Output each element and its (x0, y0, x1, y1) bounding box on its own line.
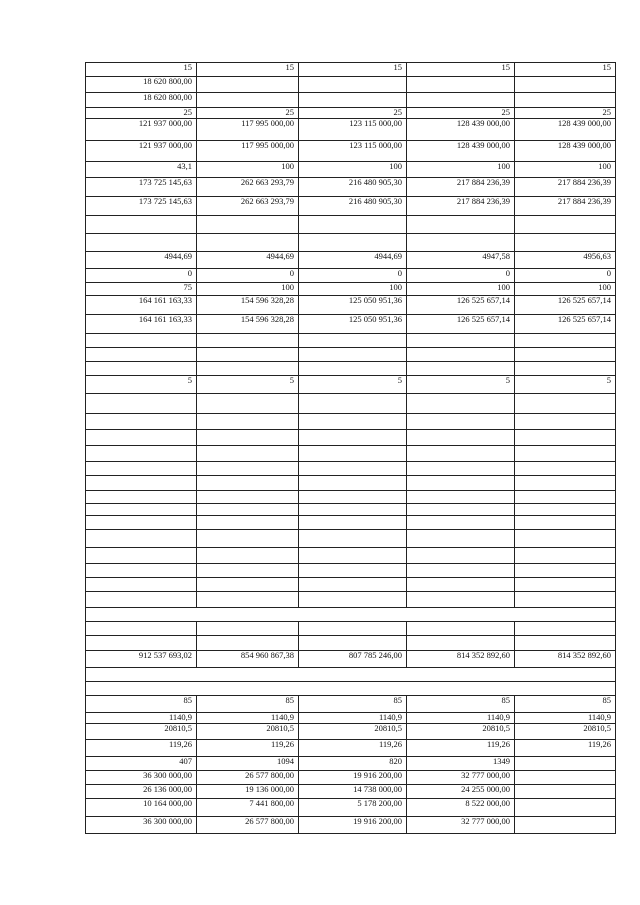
table-cell: 7 441 800,00 (197, 799, 299, 817)
table-cell: 100 (407, 283, 515, 296)
table-cell: 814 352 892,60 (515, 651, 616, 668)
table-row (86, 296, 616, 315)
table-cell (515, 394, 616, 414)
table-cell (407, 446, 515, 462)
table-cell (407, 491, 515, 504)
table-cell (197, 394, 299, 414)
table-cell (299, 446, 407, 462)
table-row (86, 757, 616, 771)
table-cell: 216 480 905,30 (299, 197, 407, 216)
table-cell: 164 161 163,33 (86, 296, 197, 315)
table-cell: 4944,69 (197, 252, 299, 269)
table-cell: 36 300 000,00 (86, 817, 197, 834)
table-cell: 1140,9 (407, 713, 515, 724)
table-cell (86, 636, 197, 651)
table-cell (197, 77, 299, 93)
table-row (86, 592, 616, 608)
table-cell (299, 622, 407, 636)
table-cell (197, 334, 299, 348)
table-cell: 854 960 867,38 (197, 651, 299, 668)
table-row (86, 608, 616, 622)
table-row (86, 548, 616, 564)
table-cell: 0 (515, 269, 616, 283)
table-cell (407, 216, 515, 234)
table-spanning-cell (86, 608, 616, 622)
table-cell: 100 (299, 283, 407, 296)
table-cell (86, 476, 197, 491)
table-row (86, 799, 616, 817)
table-cell (407, 394, 515, 414)
table-cell: 4944,69 (299, 252, 407, 269)
table-cell (299, 516, 407, 530)
table-cell (515, 622, 616, 636)
table-row (86, 516, 616, 530)
table-cell: 217 884 236,39 (515, 178, 616, 197)
table-row (86, 376, 616, 394)
table-cell: 24 255 000,00 (407, 785, 515, 799)
table-cell: 5 (197, 376, 299, 394)
table-cell: 126 525 657,14 (407, 315, 515, 334)
table-cell (86, 530, 197, 548)
table-cell: 32 777 000,00 (407, 817, 515, 834)
table-cell: 1140,9 (515, 713, 616, 724)
table-cell: 128 439 000,00 (515, 119, 616, 141)
table-cell: 119,26 (86, 740, 197, 757)
table-row (86, 740, 616, 757)
table-cell (299, 234, 407, 252)
table-cell: 154 596 328,28 (197, 315, 299, 334)
table-cell (407, 462, 515, 476)
table-cell: 26 577 800,00 (197, 817, 299, 834)
table-cell (515, 77, 616, 93)
table-cell (86, 334, 197, 348)
table-cell (299, 348, 407, 362)
table-row (86, 696, 616, 713)
table-cell (197, 491, 299, 504)
table-cell: 5 178 200,00 (299, 799, 407, 817)
table-row (86, 636, 616, 651)
table-cell: 0 (197, 269, 299, 283)
table-row (86, 252, 616, 269)
table-cell (197, 216, 299, 234)
table-cell (407, 578, 515, 592)
table-cell: 1140,9 (299, 713, 407, 724)
table-cell: 126 525 657,14 (407, 296, 515, 315)
table-cell (197, 234, 299, 252)
table-cell (515, 771, 616, 785)
table-row (86, 141, 616, 162)
table-cell: 216 480 905,30 (299, 178, 407, 197)
table-cell: 25 (86, 108, 197, 119)
table-cell (407, 622, 515, 636)
table-cell (197, 93, 299, 108)
table-cell: 15 (197, 63, 299, 77)
table-cell: 25 (197, 108, 299, 119)
table-cell: 154 596 328,28 (197, 296, 299, 315)
table-cell: 128 439 000,00 (407, 119, 515, 141)
table-cell (515, 548, 616, 564)
table-cell: 0 (407, 269, 515, 283)
table-cell (299, 592, 407, 608)
table-cell (299, 548, 407, 564)
table-cell: 217 884 236,39 (515, 197, 616, 216)
table-cell: 125 050 951,36 (299, 315, 407, 334)
table-row (86, 269, 616, 283)
table-row (86, 564, 616, 578)
table-row (86, 234, 616, 252)
table-spanning-cell (86, 682, 616, 696)
table-cell: 262 663 293,79 (197, 197, 299, 216)
table-cell: 19 916 200,00 (299, 817, 407, 834)
table-cell (299, 216, 407, 234)
table-cell (515, 234, 616, 252)
table-cell: 121 937 000,00 (86, 141, 197, 162)
table-cell: 128 439 000,00 (515, 141, 616, 162)
table-cell: 5 (515, 376, 616, 394)
table-cell: 100 (299, 162, 407, 178)
table-cell: 15 (515, 63, 616, 77)
table-cell (515, 516, 616, 530)
table-cell (299, 414, 407, 430)
table-cell (86, 516, 197, 530)
table-cell: 119,26 (407, 740, 515, 757)
table-cell: 123 115 000,00 (299, 141, 407, 162)
table-cell (515, 216, 616, 234)
table-row (86, 682, 616, 696)
table-cell (86, 491, 197, 504)
table-cell (197, 504, 299, 516)
table-cell: 32 777 000,00 (407, 771, 515, 785)
table-cell: 15 (86, 63, 197, 77)
table-cell (515, 530, 616, 548)
table-row (86, 668, 616, 682)
table-cell (86, 592, 197, 608)
table-cell (197, 362, 299, 376)
table-cell: 100 (197, 283, 299, 296)
table-cell (86, 504, 197, 516)
table-cell (197, 622, 299, 636)
table-cell (197, 446, 299, 462)
table-row (86, 504, 616, 516)
table-row (86, 348, 616, 362)
table-cell (407, 636, 515, 651)
table-cell: 19 136 000,00 (197, 785, 299, 799)
table-cell (515, 564, 616, 578)
table-cell: 173 725 145,63 (86, 178, 197, 197)
table-cell (299, 504, 407, 516)
table-row (86, 446, 616, 462)
table-cell (197, 564, 299, 578)
table-cell: 5 (407, 376, 515, 394)
table-cell (299, 462, 407, 476)
table-cell (407, 334, 515, 348)
table-cell: 0 (86, 269, 197, 283)
table-cell: 807 785 246,00 (299, 651, 407, 668)
table-cell (299, 430, 407, 446)
table-cell (515, 430, 616, 446)
table-cell: 217 884 236,39 (407, 197, 515, 216)
table-cell (197, 348, 299, 362)
table-cell (407, 504, 515, 516)
table-row (86, 414, 616, 430)
table-cell (299, 362, 407, 376)
table-cell: 85 (86, 696, 197, 713)
table-cell: 125 050 951,36 (299, 296, 407, 315)
table-row (86, 817, 616, 834)
table-row (86, 651, 616, 668)
table-cell: 117 995 000,00 (197, 141, 299, 162)
table-row (86, 462, 616, 476)
table-cell: 126 525 657,14 (515, 296, 616, 315)
table-cell (407, 362, 515, 376)
table-row (86, 491, 616, 504)
table-cell (515, 504, 616, 516)
table-cell (515, 476, 616, 491)
table-cell: 20810,5 (86, 724, 197, 740)
table-cell: 100 (197, 162, 299, 178)
table-cell (515, 799, 616, 817)
table-cell (515, 93, 616, 108)
table-cell: 217 884 236,39 (407, 178, 515, 197)
table-cell (86, 362, 197, 376)
table-cell (197, 578, 299, 592)
table-cell: 126 525 657,14 (515, 315, 616, 334)
table-cell: 20810,5 (197, 724, 299, 740)
table-cell: 25 (515, 108, 616, 119)
table-row (86, 771, 616, 785)
table-cell: 25 (407, 108, 515, 119)
table-cell: 119,26 (299, 740, 407, 757)
table-cell: 100 (407, 162, 515, 178)
table-cell: 20810,5 (299, 724, 407, 740)
table-cell: 1140,9 (197, 713, 299, 724)
table-cell (299, 476, 407, 491)
table-cell (86, 430, 197, 446)
table-cell (197, 516, 299, 530)
table-cell: 25 (299, 108, 407, 119)
table-cell (515, 757, 616, 771)
data-table (85, 62, 616, 834)
table-cell (515, 414, 616, 430)
table-cell (197, 548, 299, 564)
table-cell: 14 738 000,00 (299, 785, 407, 799)
table-cell: 8 522 000,00 (407, 799, 515, 817)
table-cell: 18 620 800,00 (86, 77, 197, 93)
table-cell (299, 77, 407, 93)
table-row (86, 315, 616, 334)
table-cell: 100 (515, 283, 616, 296)
table-cell: 43,1 (86, 162, 197, 178)
table-cell (515, 348, 616, 362)
table-cell: 820 (299, 757, 407, 771)
table-row (86, 197, 616, 216)
table-cell (407, 77, 515, 93)
table-cell: 814 352 892,60 (407, 651, 515, 668)
table-cell: 123 115 000,00 (299, 119, 407, 141)
table-cell (407, 564, 515, 578)
table-cell: 75 (86, 283, 197, 296)
table-cell: 15 (407, 63, 515, 77)
table-cell (86, 578, 197, 592)
table-row (86, 63, 616, 77)
table-row (86, 622, 616, 636)
table-cell: 19 916 200,00 (299, 771, 407, 785)
table-cell: 117 995 000,00 (197, 119, 299, 141)
table-cell (299, 564, 407, 578)
table-cell: 15 (299, 63, 407, 77)
table-cell (407, 93, 515, 108)
table-cell: 85 (407, 696, 515, 713)
table-cell (86, 234, 197, 252)
table-row (86, 216, 616, 234)
table-row (86, 713, 616, 724)
table-cell: 10 164 000,00 (86, 799, 197, 817)
table-cell: 4956,63 (515, 252, 616, 269)
table-cell (515, 491, 616, 504)
table-cell: 5 (86, 376, 197, 394)
table-row (86, 162, 616, 178)
table-cell: 0 (299, 269, 407, 283)
table-row (86, 283, 616, 296)
table-cell (299, 636, 407, 651)
table-cell: 26 136 000,00 (86, 785, 197, 799)
table-cell (407, 476, 515, 491)
table-cell (515, 446, 616, 462)
table-cell: 85 (299, 696, 407, 713)
table-cell (299, 578, 407, 592)
table-cell (86, 548, 197, 564)
table-cell (197, 476, 299, 491)
table-row (86, 785, 616, 799)
table-cell (407, 414, 515, 430)
table-row (86, 108, 616, 119)
table-cell (86, 446, 197, 462)
table-body (86, 63, 616, 834)
table-cell (197, 530, 299, 548)
table-cell: 100 (515, 162, 616, 178)
table-cell (86, 564, 197, 578)
table-cell: 262 663 293,79 (197, 178, 299, 197)
table-cell: 36 300 000,00 (86, 771, 197, 785)
table-cell: 20810,5 (515, 724, 616, 740)
table-cell (407, 430, 515, 446)
table-cell (86, 414, 197, 430)
table-row (86, 394, 616, 414)
table-spanning-cell (86, 668, 616, 682)
table-cell: 121 937 000,00 (86, 119, 197, 141)
table-cell (299, 93, 407, 108)
table-cell (299, 394, 407, 414)
table-cell: 18 620 800,00 (86, 93, 197, 108)
table-cell (407, 516, 515, 530)
table-cell (515, 462, 616, 476)
table-cell: 912 537 693,02 (86, 651, 197, 668)
table-cell (299, 491, 407, 504)
table-row (86, 476, 616, 491)
table-cell (197, 414, 299, 430)
table-row (86, 530, 616, 548)
table-cell: 119,26 (515, 740, 616, 757)
table-cell (86, 216, 197, 234)
table-cell (515, 362, 616, 376)
table-cell (299, 530, 407, 548)
table-row (86, 724, 616, 740)
table-cell (299, 334, 407, 348)
table-cell: 4944,69 (86, 252, 197, 269)
table-row (86, 430, 616, 446)
table-cell (86, 622, 197, 636)
table-cell (515, 817, 616, 834)
table-cell: 128 439 000,00 (407, 141, 515, 162)
table-cell (86, 462, 197, 476)
table-cell (197, 462, 299, 476)
table-cell: 407 (86, 757, 197, 771)
table-cell (197, 430, 299, 446)
table-cell: 164 161 163,33 (86, 315, 197, 334)
table-cell (515, 578, 616, 592)
table-cell (407, 592, 515, 608)
table-cell: 173 725 145,63 (86, 197, 197, 216)
table-cell (515, 785, 616, 799)
table-cell: 1349 (407, 757, 515, 771)
data-table-sheet (85, 62, 615, 834)
table-cell: 1140,9 (86, 713, 197, 724)
table-row (86, 578, 616, 592)
table-cell: 85 (197, 696, 299, 713)
table-cell (407, 348, 515, 362)
table-cell: 5 (299, 376, 407, 394)
table-cell: 4947,58 (407, 252, 515, 269)
table-row (86, 119, 616, 141)
table-cell (407, 530, 515, 548)
table-cell (515, 334, 616, 348)
table-cell (197, 592, 299, 608)
table-cell (197, 636, 299, 651)
table-cell: 26 577 800,00 (197, 771, 299, 785)
table-cell (86, 348, 197, 362)
table-row (86, 362, 616, 376)
table-cell: 85 (515, 696, 616, 713)
table-cell (407, 548, 515, 564)
table-cell (515, 636, 616, 651)
table-cell: 119,26 (197, 740, 299, 757)
table-cell (515, 592, 616, 608)
table-row (86, 178, 616, 197)
table-cell: 1094 (197, 757, 299, 771)
table-cell: 20810,5 (407, 724, 515, 740)
table-cell (86, 394, 197, 414)
table-row (86, 93, 616, 108)
table-row (86, 77, 616, 93)
table-cell (407, 234, 515, 252)
table-row (86, 334, 616, 348)
